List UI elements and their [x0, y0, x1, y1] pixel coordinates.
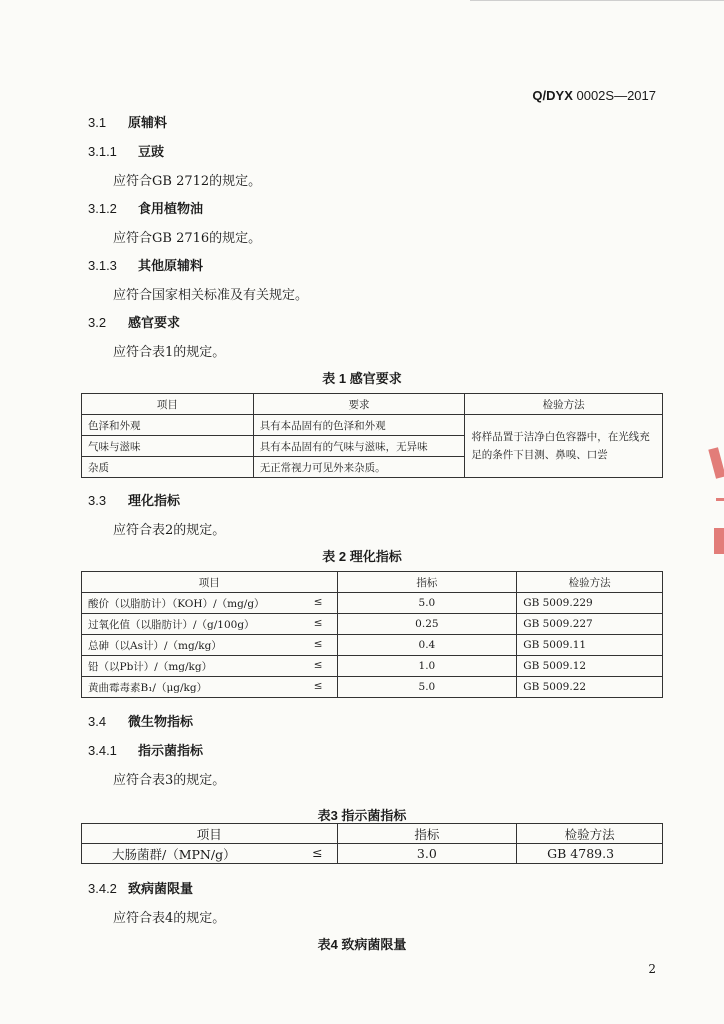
cell-value: 5.0	[337, 593, 517, 614]
heading-number: 3.2	[88, 315, 107, 330]
header-item: 项目	[82, 572, 338, 593]
table-row	[82, 844, 663, 864]
standard-number	[532, 88, 656, 103]
header-item: 项目	[82, 824, 338, 844]
header-requirement: 要求	[253, 394, 465, 415]
cell-method: GB 5009.12	[517, 656, 663, 677]
heading-3-2	[88, 312, 180, 331]
heading-3-1-1	[88, 141, 164, 160]
header-method: 检验方法	[465, 394, 663, 415]
cell-method: GB 5009.22	[517, 677, 663, 698]
heading-title: 微生物指标	[128, 714, 194, 729]
table1-caption: 表 1 感官要求	[322, 371, 402, 386]
standard-prefix: Q/DYX	[532, 88, 573, 103]
item-text: 酸价（以脂肪计）（KOH）/（mg/g）	[88, 597, 265, 610]
table-row	[82, 677, 663, 698]
heading-title: 食用植物油	[138, 201, 204, 216]
paragraph-3-3: 应符合表2的规定。	[113, 523, 226, 538]
item-text: 黄曲霉毒素B₁/（μg/kg）	[88, 681, 208, 694]
cell-item	[82, 656, 338, 677]
heading-number: 3.4	[88, 714, 107, 729]
heading-3-4	[88, 711, 193, 730]
heading-title: 感官要求	[128, 315, 181, 330]
cell-item: 气味与滋味	[82, 436, 254, 457]
standard-suffix: 0002S—2017	[572, 88, 656, 103]
table2-caption: 表 2 理化指标	[322, 549, 402, 564]
header-method: 检验方法	[517, 824, 663, 844]
heading-title: 致病菌限量	[128, 881, 194, 896]
operator: ≤	[312, 844, 323, 860]
heading-number: 3.1	[88, 115, 107, 130]
table-row	[82, 635, 663, 656]
paragraph-3-1-1: 应符合GB 2712的规定。	[113, 174, 262, 189]
cell-value: 0.4	[337, 635, 517, 656]
paragraph-3-4-2: 应符合表4的规定。	[113, 911, 226, 926]
cell-method: 将样品置于洁净白色容器中，在光线充足的条件下目测、鼻嗅、口尝	[465, 415, 663, 478]
heading-3-1-2	[88, 198, 203, 217]
table3-caption: 表3 指示菌指标	[317, 808, 407, 823]
item-text: 总砷（以As计）/（mg/kg）	[88, 639, 222, 652]
paragraph-3-1-3: 应符合国家相关标准及有关规定。	[113, 288, 309, 303]
operator: ≤	[313, 658, 323, 671]
cell-value: 3.0	[337, 844, 517, 864]
heading-title: 豆豉	[138, 144, 165, 159]
heading-number: 3.4.2	[88, 881, 117, 896]
cell-item	[82, 677, 338, 698]
heading-number: 3.1.2	[88, 201, 117, 216]
heading-3-4-1	[88, 740, 203, 759]
heading-number: 3.3	[88, 493, 107, 508]
table-header-row	[82, 824, 663, 844]
item-text: 铅（以Pb计）/（mg/kg）	[88, 660, 213, 673]
heading-title: 原辅料	[128, 115, 168, 130]
page-number: 2	[648, 962, 656, 976]
heading-title: 其他原辅料	[138, 258, 204, 273]
table-row	[82, 614, 663, 635]
heading-number: 3.4.1	[88, 743, 117, 758]
cell-method: GB 4789.3	[517, 844, 663, 864]
header-value: 指标	[337, 572, 517, 593]
table-row	[82, 415, 663, 436]
heading-3-3	[88, 490, 180, 509]
header-method: 检验方法	[517, 572, 663, 593]
table-physicochemical	[81, 571, 663, 698]
heading-title: 理化指标	[128, 493, 181, 508]
heading-3-1	[88, 112, 167, 131]
cell-item	[82, 844, 338, 864]
cell-value: 5.0	[337, 677, 517, 698]
cell-requirement: 具有本品固有的气味与滋味，无异味	[253, 436, 465, 457]
paragraph-3-2: 应符合表1的规定。	[113, 345, 226, 360]
operator: ≤	[313, 616, 323, 629]
heading-3-4-2	[88, 878, 193, 897]
item-text: 过氧化值（以脂肪计）/（g/100g）	[88, 618, 255, 631]
table-indicator-bacteria	[81, 823, 663, 864]
cell-requirement: 无正常视力可见外来杂质。	[253, 457, 465, 478]
operator: ≤	[313, 679, 323, 692]
item-text: 大肠菌群/（MPN/g）	[112, 846, 236, 862]
header-value: 指标	[337, 824, 517, 844]
cell-item: 杂质	[82, 457, 254, 478]
cell-item: 色泽和外观	[82, 415, 254, 436]
operator: ≤	[313, 595, 323, 608]
table4-caption: 表4 致病菌限量	[317, 937, 407, 952]
cell-item	[82, 614, 338, 635]
cell-item	[82, 593, 338, 614]
table-header-row	[82, 572, 663, 593]
cell-value: 1.0	[337, 656, 517, 677]
heading-title: 指示菌指标	[138, 743, 204, 758]
cell-requirement: 具有本品固有的色泽和外观	[253, 415, 465, 436]
cell-method: GB 5009.11	[517, 635, 663, 656]
red-seal-fragment	[706, 440, 724, 560]
table-row	[82, 656, 663, 677]
cell-value: 0.25	[337, 614, 517, 635]
cell-method: GB 5009.229	[517, 593, 663, 614]
cell-item	[82, 635, 338, 656]
top-rule	[470, 0, 724, 1]
table-sensory	[81, 393, 663, 478]
cell-method: GB 5009.227	[517, 614, 663, 635]
table-row	[82, 593, 663, 614]
operator: ≤	[313, 637, 323, 650]
table-header-row	[82, 394, 663, 415]
paragraph-3-4-1: 应符合表3的规定。	[113, 773, 226, 788]
header-item: 项目	[82, 394, 254, 415]
heading-number: 3.1.1	[88, 144, 117, 159]
heading-number: 3.1.3	[88, 258, 117, 273]
paragraph-3-1-2: 应符合GB 2716的规定。	[113, 231, 262, 246]
heading-3-1-3	[88, 255, 203, 274]
